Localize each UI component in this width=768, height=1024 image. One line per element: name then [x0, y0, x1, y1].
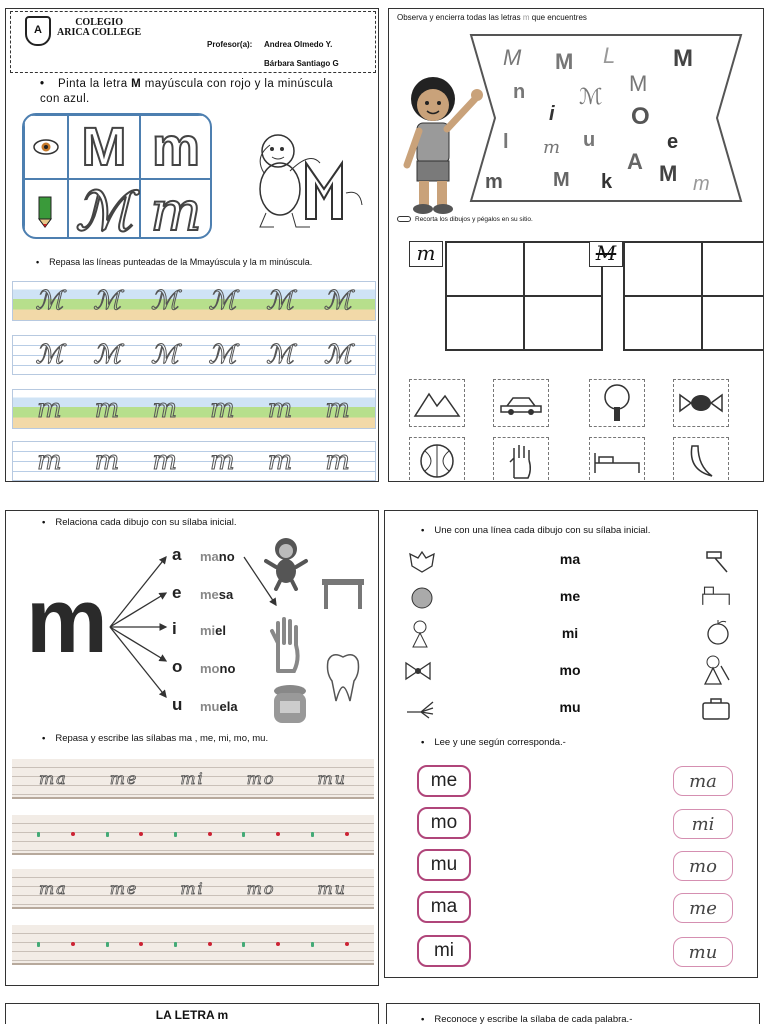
paste-grid-crossed-m[interactable]	[623, 241, 764, 351]
syllable-ma[interactable]: ma	[559, 551, 581, 567]
syllable-me[interactable]: me	[559, 588, 581, 604]
word-mono[interactable]: mono	[200, 661, 236, 676]
trace-strip-upper-1[interactable]: ℳ ℳ ℳ ℳ ℳ ℳ	[12, 281, 376, 321]
cutout-tree[interactable]	[589, 379, 645, 427]
letter[interactable]: u	[583, 129, 596, 151]
school-name: COLEGIO ARICA COLLEGE	[57, 17, 142, 38]
school-crest-icon: A	[25, 16, 51, 46]
syllable-trace-strip-1[interactable]: ma me mi mo mu	[12, 759, 374, 799]
mountain-icon	[413, 388, 461, 418]
print-pill-ma[interactable]: ma	[417, 891, 471, 923]
teacher-name-2: Bárbara Santiago G	[264, 59, 339, 68]
bed-icon	[593, 447, 641, 475]
syllable-mo[interactable]: mo	[559, 662, 581, 678]
bat-icon[interactable]	[407, 545, 437, 575]
tree-icon	[600, 383, 634, 423]
musician-icon[interactable]	[701, 655, 731, 685]
letter[interactable]: ℳ	[579, 85, 603, 110]
vowel-o: o	[172, 657, 183, 676]
cutout-banana[interactable]	[673, 437, 729, 482]
vowel-i: i	[172, 619, 177, 638]
letter[interactable]: i	[549, 103, 555, 125]
teacher-label: Profesor(a):	[207, 40, 253, 49]
label-crossed-m: M	[589, 241, 623, 267]
hand-icon	[264, 617, 306, 673]
letter[interactable]: m	[485, 171, 503, 193]
vowel-u: u	[172, 695, 183, 714]
script-pill-mo[interactable]: mo	[673, 851, 733, 881]
letter[interactable]: O	[631, 103, 650, 130]
tooth-icon	[324, 651, 362, 703]
script-pill-me[interactable]: me	[673, 893, 733, 923]
monkey-with-letter-m-illustration	[250, 123, 370, 233]
worksheet-join-syllables	[384, 510, 758, 978]
worksheet-la-letra-m	[5, 1003, 379, 1024]
worksheet-syllable-match	[5, 510, 379, 986]
instruction-color-m: • Pinta la letra M mayúscula con rojo y la minúscula con azul.	[40, 77, 350, 107]
script-pill-mu[interactable]: mu	[673, 937, 733, 967]
table-icon	[320, 573, 366, 613]
syllable-mi[interactable]: mi	[561, 625, 579, 641]
banana-icon	[686, 442, 716, 480]
monkey-icon	[264, 535, 310, 591]
pencil-icon	[24, 179, 68, 239]
big-letter-m: m	[26, 570, 108, 672]
instruction-read-join: • Lee y une según corresponda.-	[421, 737, 566, 748]
outline-cursive-lower-m[interactable]: m	[140, 179, 212, 239]
letter-search-banner	[469, 31, 745, 205]
letter[interactable]: n	[513, 81, 526, 103]
bow-icon[interactable]	[403, 657, 433, 687]
letter[interactable]: m	[693, 173, 710, 195]
print-pill-mo[interactable]: mo	[417, 807, 471, 839]
hammer-icon[interactable]	[703, 545, 733, 575]
print-pill-mi[interactable]: mi	[417, 935, 471, 967]
worksheet-letter-m-coloring	[5, 8, 379, 482]
instruction-circle-m: Observa y encierra todas las letras m que encuentres	[397, 13, 587, 22]
letter[interactable]: l	[503, 131, 509, 153]
outline-lower-m[interactable]: m	[140, 115, 212, 179]
script-pill-ma[interactable]: ma	[673, 766, 733, 796]
bed-icon[interactable]	[701, 581, 731, 611]
letter[interactable]: M	[629, 71, 648, 96]
letter[interactable]: M	[673, 45, 693, 72]
trace-strip-lower-1[interactable]: m m m m m m	[12, 389, 376, 429]
outline-cursive-upper-m[interactable]: ℳ	[68, 179, 140, 239]
word-mesa[interactable]: mesa	[200, 587, 234, 602]
ball-icon[interactable]	[407, 583, 437, 613]
page-title: LA LETRA m	[155, 1008, 229, 1022]
outline-upper-m[interactable]: M	[68, 115, 140, 179]
letter-m-grid	[22, 113, 212, 239]
hand-icon[interactable]	[405, 693, 435, 723]
paste-grid-lower-m[interactable]	[445, 241, 603, 351]
word-muela[interactable]: muela	[200, 699, 238, 714]
suitcase-icon[interactable]	[701, 693, 731, 723]
print-pill-mu[interactable]: mu	[417, 849, 471, 881]
letter[interactable]: M	[503, 45, 522, 70]
worksheet-recognize-syllable	[386, 1003, 760, 1024]
instruction-write-syllables: • Repasa y escribe las sílabas ma , me, mi, mo, mu.	[42, 733, 268, 744]
syllable-write-strip-1[interactable]	[12, 815, 374, 855]
syllable-trace-strip-2[interactable]: ma me mi mo mu	[12, 869, 374, 909]
honey-jar-icon	[268, 683, 312, 727]
car-icon	[497, 390, 545, 416]
syllable-mu[interactable]: mu	[559, 699, 581, 715]
instruction-relate: • Relaciona cada dibujo con su sílaba inicial.	[42, 517, 236, 528]
instruction-cut-paste: Recorta los dibujos y pégalos en su sitio.	[397, 216, 533, 223]
label-lower-m: m	[409, 241, 443, 267]
trace-strip-upper-2[interactable]: ℳ ℳ ℳ ℳ ℳ ℳ	[12, 335, 376, 375]
script-pill-mi[interactable]: mi	[673, 809, 733, 839]
instruction-trace-lines: • Repasa las líneas punteadas de la Mmayúscula y la m minúscula.	[36, 257, 312, 267]
print-pill-me[interactable]: me	[417, 765, 471, 797]
worksheet-find-letter-m	[388, 8, 764, 482]
candy-icon	[678, 391, 724, 415]
cutout-mountain[interactable]	[409, 379, 465, 427]
cutout-hand[interactable]	[493, 437, 549, 482]
teacher-name-1: Andrea Olmedo Y.	[264, 40, 333, 49]
hand-icon	[506, 442, 536, 480]
instruction-join-line: • Une con una línea cada dibujo con su sílaba inicial.	[421, 525, 650, 536]
cutout-car[interactable]	[493, 379, 549, 427]
apple-icon[interactable]	[703, 617, 733, 647]
letter[interactable]: L	[603, 43, 616, 68]
cutout-candy[interactable]	[673, 379, 729, 427]
eye-icon	[24, 115, 68, 179]
ball-icon	[418, 442, 456, 480]
word-miel[interactable]: miel	[200, 623, 227, 638]
scissors-icon	[397, 216, 411, 222]
vowel-a: a	[172, 545, 182, 564]
letter[interactable]: m	[543, 137, 561, 158]
letter[interactable]: M	[659, 161, 678, 186]
letter[interactable]: k	[601, 171, 613, 193]
vowel-e: e	[172, 583, 182, 602]
letter[interactable]: e	[667, 131, 679, 153]
letter[interactable]: M	[553, 169, 570, 191]
letter[interactable]: A	[627, 149, 643, 174]
syllable-write-strip-2[interactable]	[12, 925, 374, 965]
instruction-recognize: • Reconoce y escribe la sílaba de cada palabra.-	[421, 1014, 632, 1024]
school-header	[10, 11, 376, 73]
cutout-bed[interactable]	[589, 437, 645, 482]
doll-icon[interactable]	[405, 619, 435, 649]
trace-strip-lower-2[interactable]: m m m m m m	[12, 441, 376, 481]
cutout-ball[interactable]	[409, 437, 465, 482]
branch-arrows	[106, 547, 176, 707]
letter[interactable]: M	[555, 49, 574, 74]
word-mano[interactable]: mano	[200, 549, 235, 564]
